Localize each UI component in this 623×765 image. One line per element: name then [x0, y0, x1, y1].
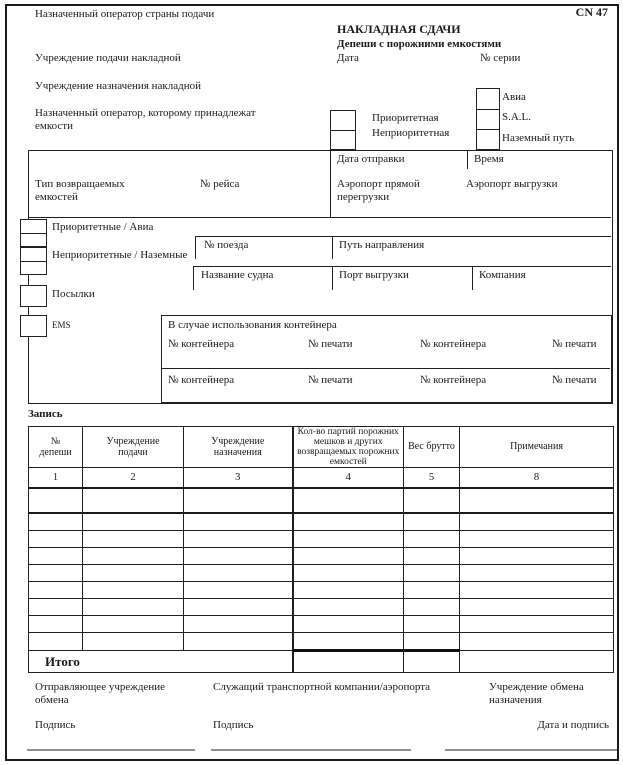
container-case-title: В случае использования контейнера: [168, 319, 337, 331]
cell[interactable]: [184, 582, 293, 599]
cell[interactable]: [29, 488, 83, 513]
record-table-header-row: [29, 427, 614, 468]
table-row: [29, 599, 614, 616]
destination-exchange-office-label: Учреждение обмена назначения: [489, 681, 584, 706]
office-of-posting-label: Учреждение подачи накладной: [35, 52, 181, 64]
returned-containers-type-label: Тип возвращаемых емкостей: [35, 178, 125, 203]
table-row: [29, 582, 614, 599]
divider: [330, 150, 331, 217]
cell[interactable]: [293, 488, 404, 513]
parcels-label: Посылки: [52, 288, 95, 300]
cell[interactable]: [293, 616, 404, 633]
seal-no-label: № печати: [308, 338, 353, 350]
header-empty-bags-count: Кол-во партий порожних мешков и других возвращаемых порожних емкостей: [293, 427, 404, 468]
ems-checkbox[interactable]: [20, 315, 47, 337]
cell[interactable]: [83, 565, 184, 582]
cell[interactable]: [184, 531, 293, 548]
total-row: [29, 651, 614, 673]
nonpriority-surface-checkbox[interactable]: [20, 247, 47, 275]
cell[interactable]: [404, 513, 460, 531]
signature-label: Подпись: [35, 719, 76, 731]
time-label: Время: [474, 153, 504, 165]
record-section-label: Запись: [28, 408, 63, 420]
header-gross-weight: Вес брутто: [404, 427, 460, 468]
cell[interactable]: [184, 616, 293, 633]
header-dispatch-no: № депеши: [29, 427, 83, 468]
cell[interactable]: [404, 599, 460, 616]
cell[interactable]: [83, 633, 184, 651]
seal-no-label: № печати: [552, 374, 597, 386]
priority-label: Приоритетная: [372, 112, 439, 124]
header-observations: Примечания: [460, 427, 614, 468]
cell[interactable]: [29, 513, 83, 531]
col-num: 8: [460, 468, 614, 489]
cell[interactable]: [83, 582, 184, 599]
divider: [195, 236, 611, 237]
cell[interactable]: [184, 599, 293, 616]
ems-label: EMS: [52, 320, 71, 330]
mode-checkbox-stack[interactable]: [476, 88, 500, 150]
cell[interactable]: [460, 513, 614, 531]
cell[interactable]: [293, 531, 404, 548]
cell[interactable]: [404, 488, 460, 513]
total-count-cell[interactable]: [293, 651, 404, 673]
table-row: [29, 488, 614, 513]
dispatch-date-label: Дата отправки: [337, 153, 405, 165]
cell[interactable]: [460, 565, 614, 582]
cell[interactable]: [83, 616, 184, 633]
table-row: [29, 531, 614, 548]
port-unloading-label: Порт выгрузки: [339, 269, 409, 281]
divider: [161, 368, 610, 369]
priority-air-label: Приоритетные / Авиа: [52, 221, 154, 233]
cell[interactable]: [29, 616, 83, 633]
cell[interactable]: [83, 599, 184, 616]
signature-label: Подпись: [213, 719, 254, 731]
total-observations-cell[interactable]: [460, 651, 614, 673]
date-and-signature-label: Дата и подпись: [537, 719, 609, 731]
table-row: [29, 548, 614, 565]
carrier-official-label: Служащий транспортной компании/аэропорта: [213, 681, 431, 693]
cell[interactable]: [293, 633, 404, 651]
table-row: [29, 633, 614, 651]
cell[interactable]: [293, 582, 404, 599]
route-label: Путь направления: [339, 239, 425, 251]
signature-line[interactable]: [27, 749, 195, 751]
divider: [467, 150, 468, 169]
nonpriority-surface-label: Неприоритетные / Наземные: [52, 249, 188, 261]
total-label: Итого: [29, 651, 293, 673]
cell[interactable]: [460, 633, 614, 651]
form-code: CN 47: [575, 5, 608, 19]
cell[interactable]: [460, 582, 614, 599]
cell[interactable]: [29, 599, 83, 616]
divider: [332, 266, 333, 290]
form-subtitle: Депеши с порожними емкостями: [337, 38, 502, 50]
cell[interactable]: [293, 548, 404, 565]
cell[interactable]: [29, 565, 83, 582]
series-number-label: № серии: [480, 52, 521, 64]
form-title: НАКЛАДНАЯ СДАЧИ: [337, 22, 461, 36]
cell[interactable]: [460, 616, 614, 633]
dispatching-exchange-office-label: Отправляющее учреждение обмена: [35, 681, 165, 706]
cell[interactable]: [184, 513, 293, 531]
company-label: Компания: [479, 269, 526, 281]
col-num: 3: [184, 468, 293, 489]
header-office-of-destination: Учреждение назначения: [184, 427, 293, 468]
non-priority-label: Неприоритетная: [372, 127, 450, 139]
cell[interactable]: [184, 488, 293, 513]
col-num: 5: [404, 468, 460, 489]
container-no-label: № контейнера: [168, 338, 235, 350]
cell[interactable]: [29, 531, 83, 548]
divider: [195, 236, 196, 259]
cell[interactable]: [184, 633, 293, 651]
date-label: Дата: [337, 52, 359, 64]
cell[interactable]: [29, 633, 83, 651]
table-row: [29, 616, 614, 633]
signature-line[interactable]: [445, 749, 617, 751]
cell[interactable]: [460, 599, 614, 616]
container-no-label: № контейнера: [168, 374, 235, 386]
designated-operator-origin-label: Назначенный оператор страны подачи: [35, 8, 215, 20]
sal-label: S.A.L.: [502, 111, 532, 123]
airport-unloading-label: Аэропорт выгрузки: [466, 178, 558, 190]
cell[interactable]: [83, 513, 184, 531]
cell[interactable]: [29, 582, 83, 599]
cell[interactable]: [184, 565, 293, 582]
operator-owner-label: Назначенный оператор, которому принадлежат емкости: [35, 107, 256, 132]
ship-name-label: Название судна: [201, 269, 274, 281]
col-num: 4: [293, 468, 404, 489]
signature-line[interactable]: [211, 749, 411, 751]
col-num: 1: [29, 468, 83, 489]
cell[interactable]: [83, 531, 184, 548]
divider: [332, 236, 333, 259]
cell[interactable]: [404, 616, 460, 633]
table-row: [29, 513, 614, 531]
seal-no-label: № печати: [552, 338, 597, 350]
cell[interactable]: [404, 633, 460, 651]
divider: [193, 266, 194, 290]
column-number-row: [29, 468, 614, 489]
cell[interactable]: [460, 488, 614, 513]
cell[interactable]: [83, 548, 184, 565]
flight-no-label: № рейса: [200, 178, 240, 190]
cell[interactable]: [293, 599, 404, 616]
priority-air-checkbox[interactable]: [20, 219, 47, 247]
seal-no-label: № печати: [308, 374, 353, 386]
cell[interactable]: [29, 548, 83, 565]
header-office-of-posting: Учреждение подачи: [83, 427, 184, 468]
divider: [28, 217, 611, 218]
container-no-label: № контейнера: [420, 374, 487, 386]
train-no-label: № поезда: [204, 239, 249, 251]
cell[interactable]: [83, 488, 184, 513]
divider: [472, 266, 473, 290]
parcels-checkbox[interactable]: [20, 285, 47, 307]
air-label: Авиа: [502, 91, 526, 103]
col-num: 2: [83, 468, 184, 489]
office-of-destination-label: Учреждение назначения накладной: [35, 80, 201, 92]
priority-checkbox[interactable]: [330, 110, 356, 150]
record-table: [28, 426, 614, 673]
airport-transshipment-label: Аэропорт прямой перегрузки: [337, 178, 420, 203]
table-row: [29, 565, 614, 582]
cell[interactable]: [404, 565, 460, 582]
cell[interactable]: [404, 582, 460, 599]
cell[interactable]: [184, 548, 293, 565]
total-weight-cell[interactable]: [404, 651, 460, 673]
container-no-label: № контейнера: [420, 338, 487, 350]
cell[interactable]: [293, 565, 404, 582]
cell[interactable]: [460, 531, 614, 548]
cell[interactable]: [460, 548, 614, 565]
surface-label: Наземный путь: [502, 132, 575, 144]
cell[interactable]: [404, 548, 460, 565]
cell[interactable]: [404, 531, 460, 548]
cell[interactable]: [293, 513, 404, 531]
divider: [193, 266, 611, 267]
